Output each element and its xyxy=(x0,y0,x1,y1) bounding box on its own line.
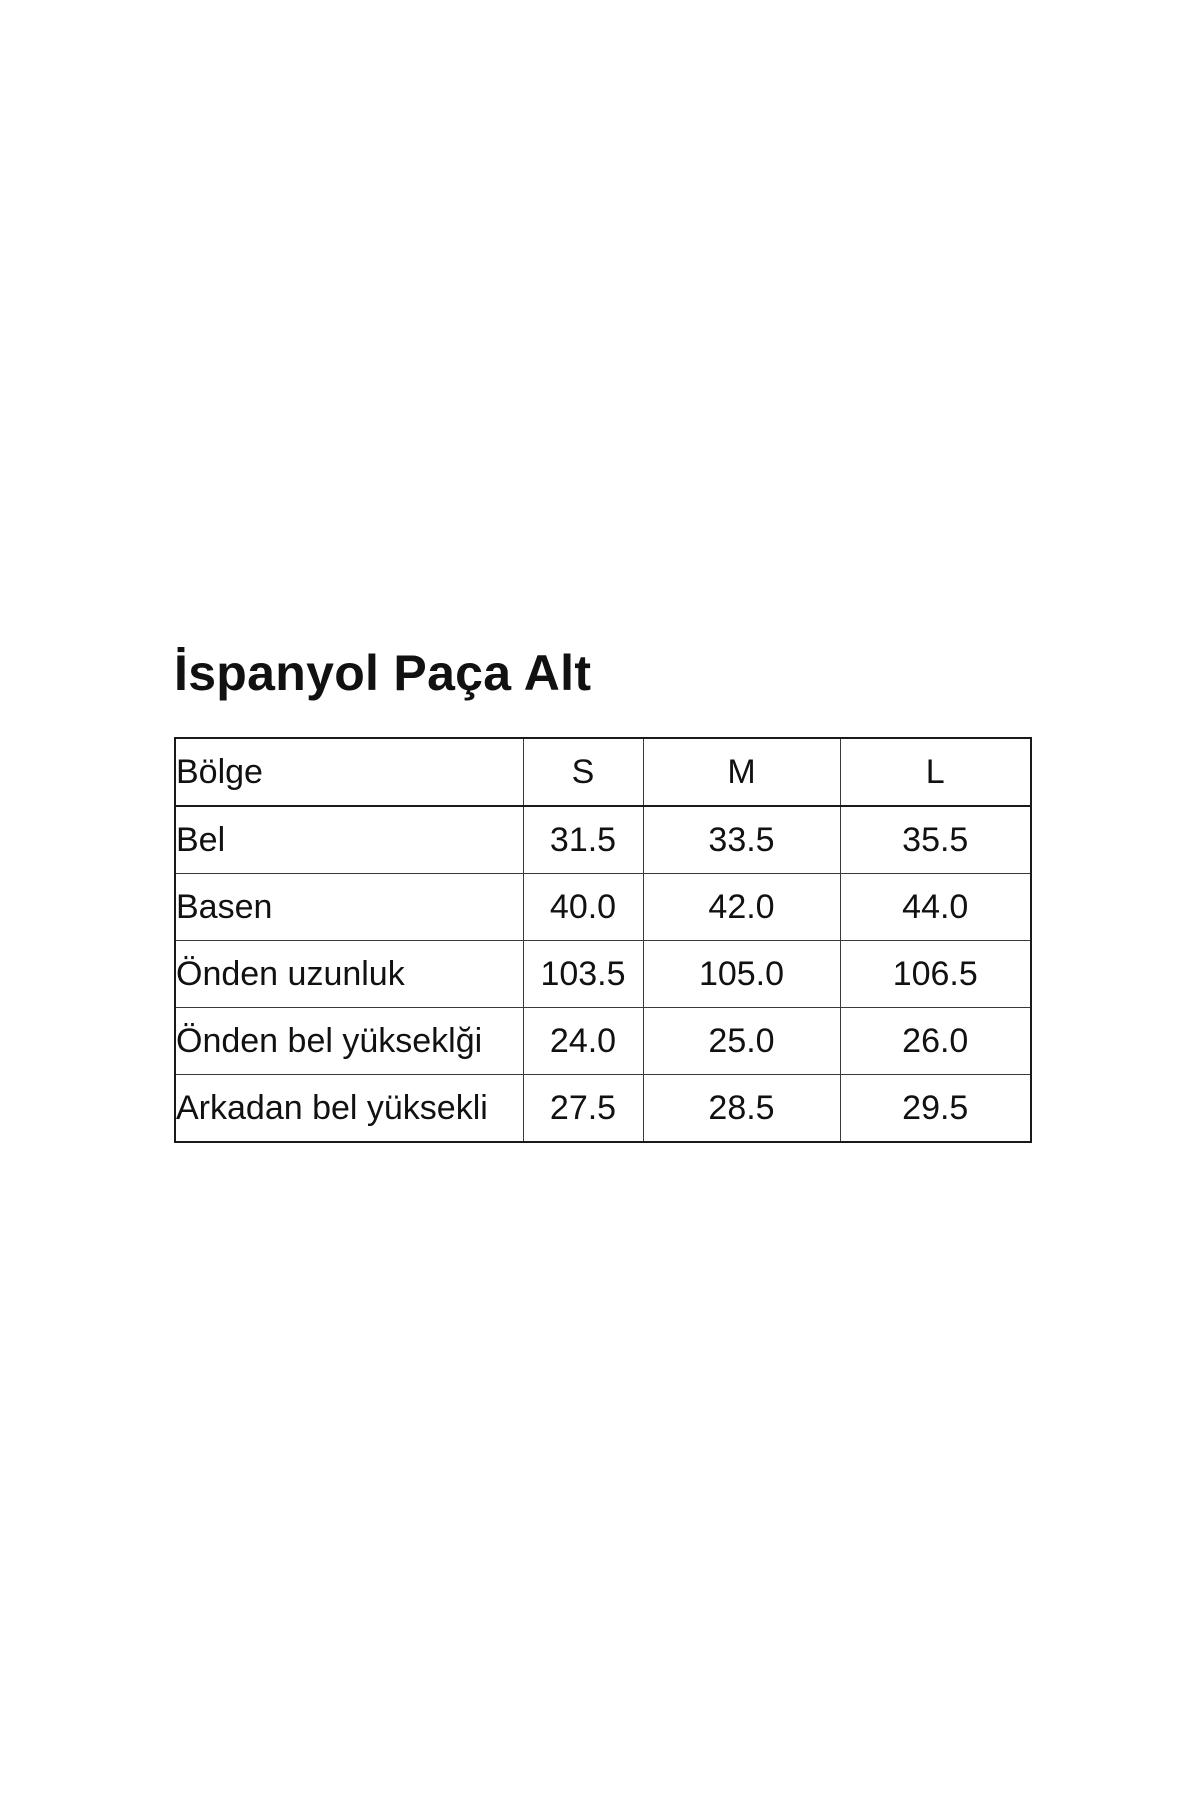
cell-m: 25.0 xyxy=(643,1008,840,1075)
table-header-row xyxy=(175,738,1031,806)
cell-s: 31.5 xyxy=(523,806,643,874)
cell-m: 28.5 xyxy=(643,1075,840,1143)
cell-l: 26.0 xyxy=(840,1008,1031,1075)
table-row xyxy=(175,806,1031,874)
cell-s: 27.5 xyxy=(523,1075,643,1143)
table-row xyxy=(175,1075,1031,1143)
cell-l: 106.5 xyxy=(840,941,1031,1008)
table-row xyxy=(175,941,1031,1008)
row-label: Önden bel yükseklği xyxy=(175,1008,523,1075)
table-row xyxy=(175,1008,1031,1075)
header-region: Bölge xyxy=(175,738,523,806)
cell-m: 105.0 xyxy=(643,941,840,1008)
header-size-s: S xyxy=(523,738,643,806)
cell-m: 33.5 xyxy=(643,806,840,874)
cell-l: 35.5 xyxy=(840,806,1031,874)
page-title: İspanyol Paça Alt xyxy=(174,645,592,701)
size-chart-table xyxy=(174,737,1032,1143)
cell-s: 24.0 xyxy=(523,1008,643,1075)
cell-s: 103.5 xyxy=(523,941,643,1008)
cell-l: 44.0 xyxy=(840,874,1031,941)
row-label: Bel xyxy=(175,806,523,874)
cell-s: 40.0 xyxy=(523,874,643,941)
header-size-m: M xyxy=(643,738,840,806)
row-label: Arkadan bel yüksekli xyxy=(175,1075,523,1143)
header-size-l: L xyxy=(840,738,1031,806)
row-label: Önden uzunluk xyxy=(175,941,523,1008)
cell-l: 29.5 xyxy=(840,1075,1031,1143)
cell-m: 42.0 xyxy=(643,874,840,941)
row-label: Basen xyxy=(175,874,523,941)
table-row xyxy=(175,874,1031,941)
